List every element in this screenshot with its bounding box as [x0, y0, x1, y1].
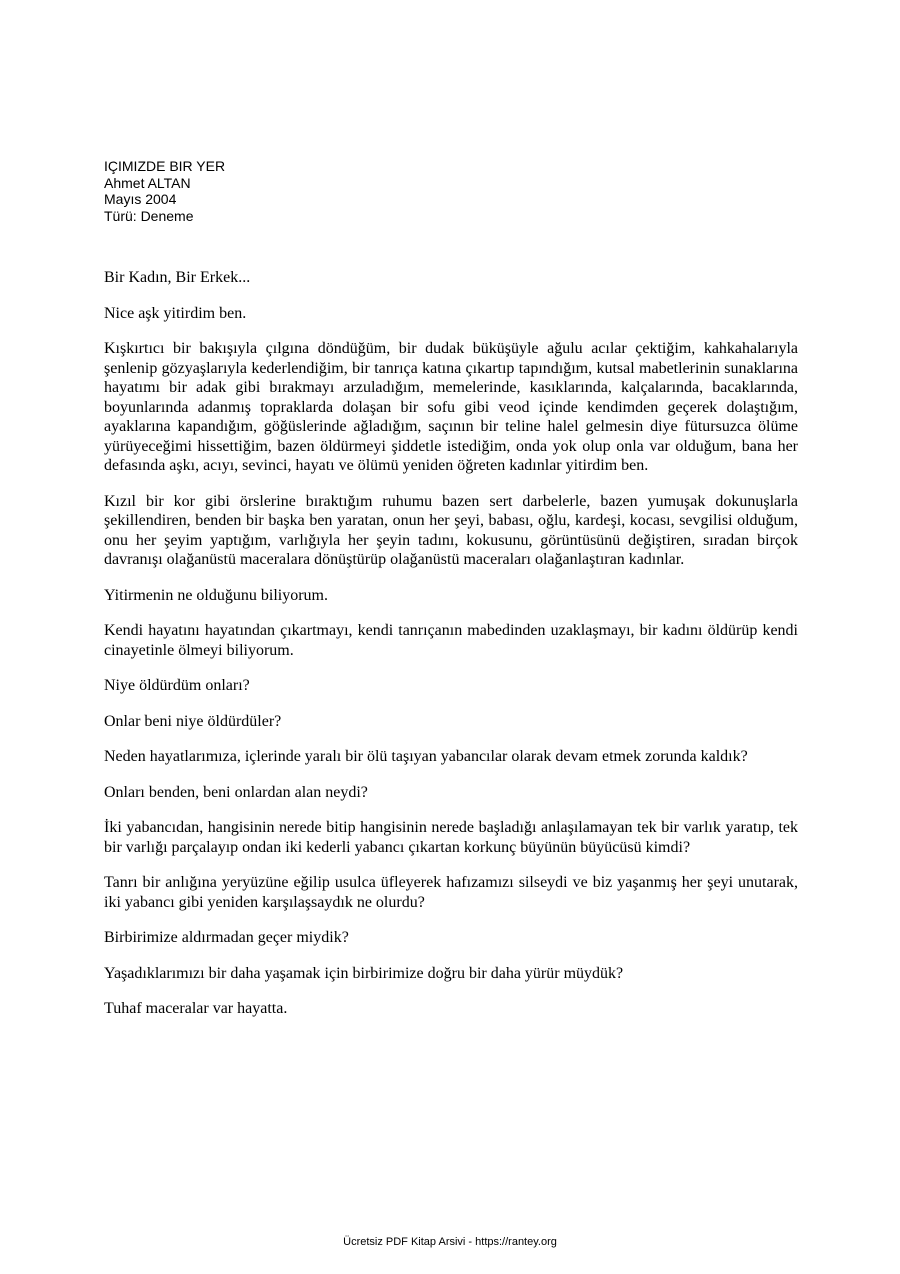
document-body: [104, 268, 798, 1035]
genre-label: Türü: Deneme: [104, 207, 194, 224]
paragraph: Birbirimize aldırmadan geçer miydik?: [104, 929, 349, 946]
paragraph: Neden hayatlarımıza, içlerinde yaralı bir ölü taşıyan yabancılar olarak devam etmek zorunda kaldık?: [104, 748, 748, 765]
publication-date: Mayıs 2004: [104, 191, 177, 207]
paragraph: Onlar beni niye öldürdüler?: [104, 712, 282, 730]
paragraph: Tuhaf maceralar var hayatta.: [104, 1000, 288, 1017]
paragraph: Kızıl bir kor gibi örslerine bıraktığım ruhumu bazen sert darbelerle, bazen yumuşak dokunuşlarla şekillendiren, benden bir başka ben yaratan, onun her şeyi, babası, oğlu, kardeşi, kocası, sevgilisi olduğum, onu her şeyim yaptığım, varlığıyla her şeyin tadını, kokusunu, görüntüsünü değiştiren, sıradan birçok davranışı olağanüstü maceralara dönüştürüp olağanüstü maceraları olağanlaştıran kadınlar.: [104, 492, 798, 568]
author-name: Ahmet ALTAN: [104, 174, 191, 191]
paragraph: Kışkırtıcı bir bakışıyla çılgına döndüğüm, bir dudak büküşüyle ağulu acılar çektiğim, kahkahalarıyla şenlenip gözyaşlarıyla kederlendiğim, bir tanrıça katına çıkartıp tapındığım, kutsal mabetlerinin sunaklarına hayatımı bir adak gibi bırakmayı arzuladığım, memelerinde, kasıklarında, kalçalarında, bacaklarında, boyunlarında adanmış topraklarda dolaşan bir sofu gibi veod içinde kendimden geçerek dolaştığım, ayaklarına kapandığım, göğüslerinde ağladığım, saçının bir teline halel gelmesin diye fütursuzca ölüme yürüyeceğimi hissettiğim, bazen öldürmeyi şiddetle istediğim, onda yok olup onla var olduğum, bana her defasında aşkı, acıyı, sevinci, hayatı ve ölümü yeniden öğreten kadınlar yitirdim ben.: [104, 340, 798, 474]
book-title: IÇIMIZDE BIR YER: [104, 158, 226, 174]
paragraph: Tanrı bir anlığına yeryüzüne eğilip usulca üfleyerek hafızamızı silseydi ve biz yaşanmış her şeyi unutarak, iki yabancı gibi yeniden karşılaşsaydık ne olurdu?: [104, 874, 798, 911]
paragraph: Nice aşk yitirdim ben.: [104, 304, 247, 322]
paragraph: İki yabancıdan, hangisinin nerede bitip hangisinin nerede başladığı anlaşılamayan tek bir varlık yaratıp, tek bir varlığı parçalayıp ondan iki kederli yabancı çıkartan korkunç büyünün büyücüsü kimdi?: [104, 819, 798, 856]
page-footer: Ücretsiz PDF Kitap Arsivi - https://rantey.org: [343, 1236, 557, 1248]
paragraph: Yaşadıklarımızı bir daha yaşamak için birbirimize doğru bir daha yürür müydük?: [104, 964, 624, 982]
section-heading: Bir Kadın, Bir Erkek...: [104, 269, 251, 286]
paragraph: Yitirmenin ne olduğunu biliyorum.: [104, 586, 328, 604]
paragraph: Kendi hayatını hayatından çıkartmayı, kendi tanrıçanın mabedinden uzaklaşmayı, bir kadını öldürüp kendi cinayetinle ölmeyi biliyorum.: [104, 622, 798, 659]
paragraph: Onları benden, beni onlardan alan neydi?: [104, 783, 368, 801]
paragraph: Niye öldürdüm onları?: [104, 677, 250, 694]
document-header: [104, 158, 225, 224]
